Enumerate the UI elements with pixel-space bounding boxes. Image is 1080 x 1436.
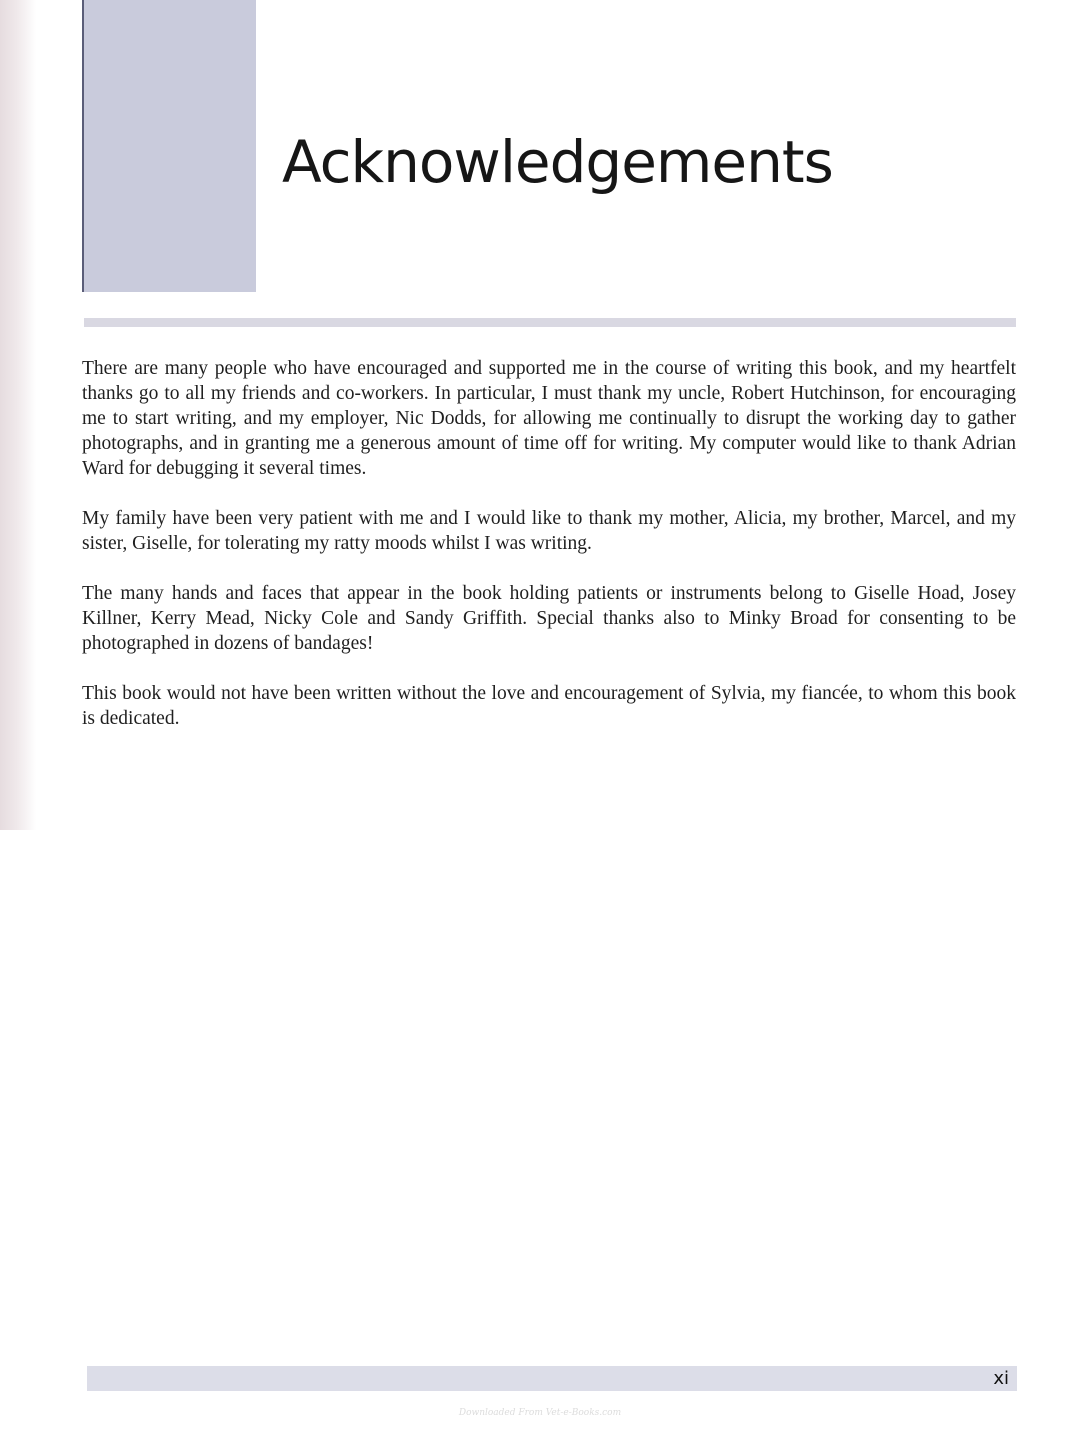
paragraph: There are many people who have encouraged and supported me in the course of writing this book, and my heartfelt thanks go to all my friends and co-workers. In particular, I must thank my uncle, Robert Hutchinson, for encouraging me to start writing, and my employer, Nic Dodds, for allowing me continually to disrupt the working day to gather photographs, and in granting me a generous amount of time off for writing. My computer would like to thank Adrian Ward for debugging it several times. [82, 358, 1016, 479]
watermark: Downloaded From Vet-e-Books.com [458, 1408, 622, 1418]
paragraph: The many hands and faces that appear in the book holding patients or instruments belong to Giselle Hoad, Josey Killner, Kerry Mead, Nicky Cole and Sandy Griffith. Special thanks also to Minky Broad for consenting to be photographed in dozens of bandages! [82, 583, 1016, 654]
footer-bar [87, 1366, 1017, 1391]
title-divider [84, 318, 1016, 327]
paragraph: This book would not have been written without the love and encouragement of Sylvia, my fiancée, to whom this book is dedicated. [82, 683, 1016, 729]
acknowledgements-body [82, 356, 1016, 756]
page-title: Acknowledgements [282, 128, 833, 196]
page-number: xi [993, 1368, 1009, 1389]
paragraph: My family have been very patient with me and I would like to thank my mother, Alicia, my brother, Marcel, and my sister, Giselle, for tolerating my ratty moods whilst I was writing. [82, 508, 1016, 554]
chapter-header-block [82, 0, 256, 292]
page-gutter-shadow [0, 0, 36, 830]
